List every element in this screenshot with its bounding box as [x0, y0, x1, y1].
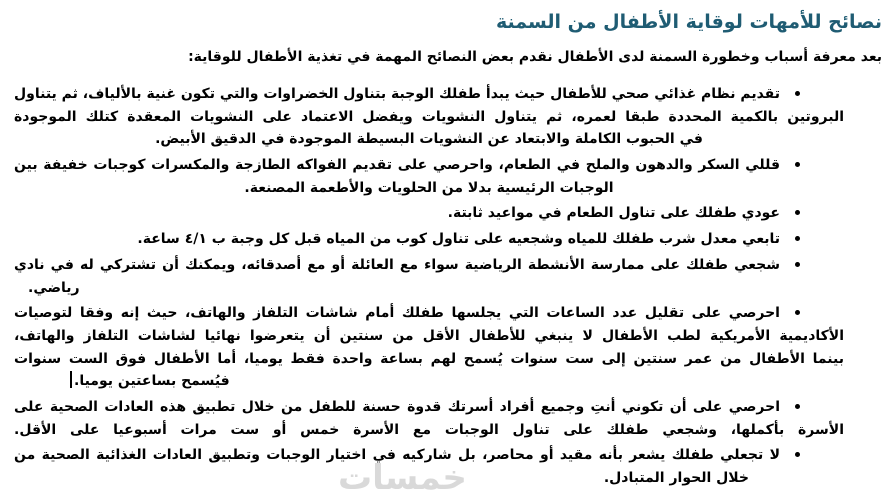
tip-item-2	[14, 154, 844, 199]
tip-item-6	[14, 302, 844, 393]
text-line: عودي طفلك على تناول الطعام في مواعيد ثابتة.	[447, 205, 780, 222]
bullet-dot	[795, 262, 800, 267]
text-line-text: فيُسمح بساعتين يوميا.	[74, 373, 230, 390]
text-line: في الحبوب الكاملة والابتعاد عن النشويات البسيطة الموجودة في الدقيق الأبيض.	[155, 131, 703, 148]
text-line: احرصي على أن تكوني أنتِ وجميع أفراد أسرتك قدوة حسنة للطفل من خلال تطبيق هذه العادات الصحية على	[14, 398, 780, 415]
tip-item-8	[14, 444, 844, 489]
text-line: الأسرة بأكملها، وشجعي طفلك على تناول الوجبات مع الأسرة خمس أو ست مرات أسبوعيا على الأقل.	[14, 421, 844, 438]
text-line: بينما الأطفال من عمر سنتين إلى ست سنوات يُسمح لهم بساعة واحدة فقط يوميا، أما الأطفال فوق الست سنوات	[14, 350, 844, 367]
tips-list	[14, 83, 844, 490]
text-line: قللي السكر والدهون والملح في الطعام، واحرصي على تقديم الفواكه الطازجة والمكسرات كوجبات خفيفة بين	[14, 157, 780, 174]
text-line: تقديم نظام غذائي صحي للأطفال حيث يبدأ طفلك الوجبة بتناول الخضراوات والتي تكون غنية بالألياف، ثم يتناول	[14, 86, 780, 102]
text-line: البروتين بالكمية المحددة طبقا لعمره، ثم يتناول النشويات ويفضل الاعتماد على النشويات المعقدة كتلك الموجودة	[14, 108, 844, 125]
bullet-dot	[795, 91, 800, 96]
tip-item-1	[14, 83, 844, 151]
intro-paragraph: بعد معرفة أسباب وخطورة السمنة لدى الأطفال نقدم بعض النصائح المهمة في تغذية الأطفال للوقاية:	[188, 49, 882, 65]
page-title: نصائح للأمهات لوقاية الأطفال من السمنة	[496, 11, 882, 33]
text-line: الوجبات الرئيسية بدلا من الحلويات والأطعمة المصنعة.	[244, 179, 614, 196]
text-line: رياضي.	[28, 279, 80, 296]
text-line	[14, 370, 844, 393]
text-line: تابعي معدل شرب طفلك للمياه وشجعيه على تناول كوب من المياه قبل كل وجبة ب ٤/١ ساعة.	[137, 231, 780, 248]
text-line: احرصي على تقليل عدد الساعات التي يجلسها طفلك أمام شاشات التلفاز والهاتف، حيث إنه وفقا لتوصيات	[14, 305, 780, 322]
tip-item-7	[14, 396, 844, 441]
text-cursor	[70, 371, 72, 388]
text-line: شجعي طفلك على ممارسة الأنشطة الرياضية سواء مع العائلة أو مع أصدقائه، ويمكنك أن تشتركي له في نادي	[14, 256, 780, 273]
khamsat-watermark: خمسات	[338, 458, 467, 498]
text-line: خلال الحوار المتبادل.	[603, 470, 749, 486]
text-line: الأكاديمية الأمريكية لطب الأطفال لا ينبغي للأطفال الأقل من سنتين أن يتعرضوا نهائيا لشاشات التلفاز والهاتف،	[14, 327, 844, 344]
tip-item-5	[14, 254, 844, 299]
tip-item-4	[14, 228, 844, 251]
text-line: لا تجعلي طفلك يشعر بأنه مقيد أو محاصر، بل شاركيه في اختيار الوجبات وتطبيق العادات الغذائية الصحية من	[14, 447, 780, 464]
tip-item-3	[14, 202, 844, 225]
document-content	[0, 8, 891, 490]
bullet-dot	[795, 404, 800, 409]
